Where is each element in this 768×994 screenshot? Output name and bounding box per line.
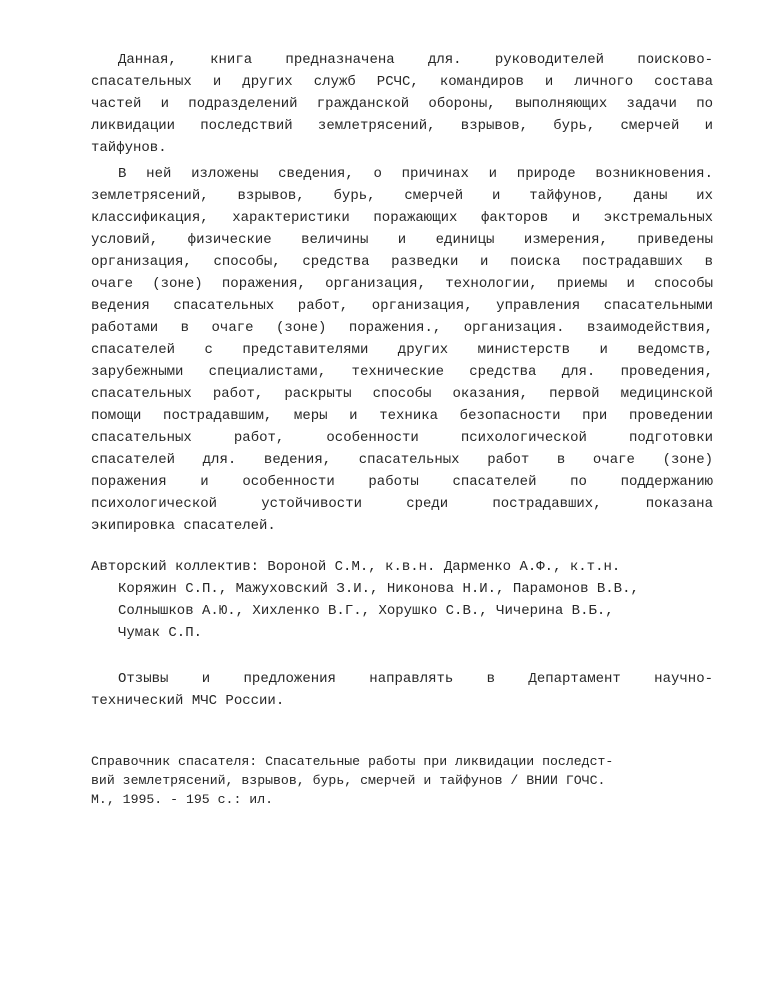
authors-line: Солнышков А.Ю., Хихленко В.Г., Хорушко С.В., Чичерина В.Б., xyxy=(118,603,614,619)
text-line: землетрясений, взрывов, бурь, смерчей и тайфунов, даны их xyxy=(91,188,713,204)
authors-line: Чумак С.П. xyxy=(118,625,203,641)
text-line: спасательных работ, раскрыты способы оказания, первой медицинской xyxy=(91,386,713,402)
text-line: экипировка спасателей. xyxy=(91,518,276,534)
authors-line: Авторский коллектив: Вороной С.М., к.в.н. Дарменко А.Ф., к.т.н. xyxy=(91,559,621,575)
reference-line: Справочник спасателя: Спасательные работы при ликвидации последст- xyxy=(91,754,614,769)
text-line: технический МЧС России. xyxy=(91,693,285,709)
text-line: условий, физические величины и единицы измерения, приведены xyxy=(91,232,713,248)
reference-line: вий землетрясений, взрывов, бурь, смерчей и тайфунов / ВНИИ ГОЧС. xyxy=(91,773,606,788)
text-line: классификация, характеристики поражающих факторов и экстремальных xyxy=(91,210,713,226)
text-line: помощи пострадавшим, меры и техника безопасности при проведении xyxy=(91,408,713,424)
text-line: Отзывы и предложения направлять в Департамент научно- xyxy=(118,671,713,687)
authors-line: Коряжин С.П., Мажуховский З.И., Никонова Н.И., Парамонов В.В., xyxy=(118,581,639,597)
text-line: работами в очаге (зоне) поражения., организация. взаимодействия, xyxy=(91,320,713,336)
text-line: поражения и особенности работы спасателей по поддержанию xyxy=(91,474,713,490)
text-line: зарубежными специалистами, технические средства для. проведения, xyxy=(91,364,713,380)
text-line: спасателей с представителями других министерств и ведомств, xyxy=(91,342,713,358)
text-line: спасательных работ, особенности психологической подготовки xyxy=(91,430,713,446)
text-line: ведения спасательных работ, организация, управления спасательными xyxy=(91,298,713,314)
text-line: ликвидации последствий землетрясений, взрывов, бурь, смерчей и xyxy=(91,118,713,134)
text-line: спасателей для. ведения, спасательных работ в очаге (зоне) xyxy=(91,452,713,468)
text-line: частей и подразделений гражданской обороны, выполняющих задачи по xyxy=(91,96,713,112)
text-line: организация, способы, средства разведки и поиска пострадавших в xyxy=(91,254,713,270)
reference-line: М., 1995. - 195 с.: ил. xyxy=(91,792,274,807)
text-line: В ней изложены сведения, о причинах и природе возникновения. xyxy=(118,166,713,182)
text-line: спасательных и других служб РСЧС, командиров и личного состава xyxy=(91,74,713,90)
text-line: тайфунов. xyxy=(91,140,167,156)
text-line: психологической устойчивости среди пострадавших, показана xyxy=(91,496,713,512)
text-line: очаге (зоне) поражения, организация, технологии, приемы и способы xyxy=(91,276,713,292)
text-line: Данная, книга предназначена для. руководителей поисково- xyxy=(118,52,713,68)
